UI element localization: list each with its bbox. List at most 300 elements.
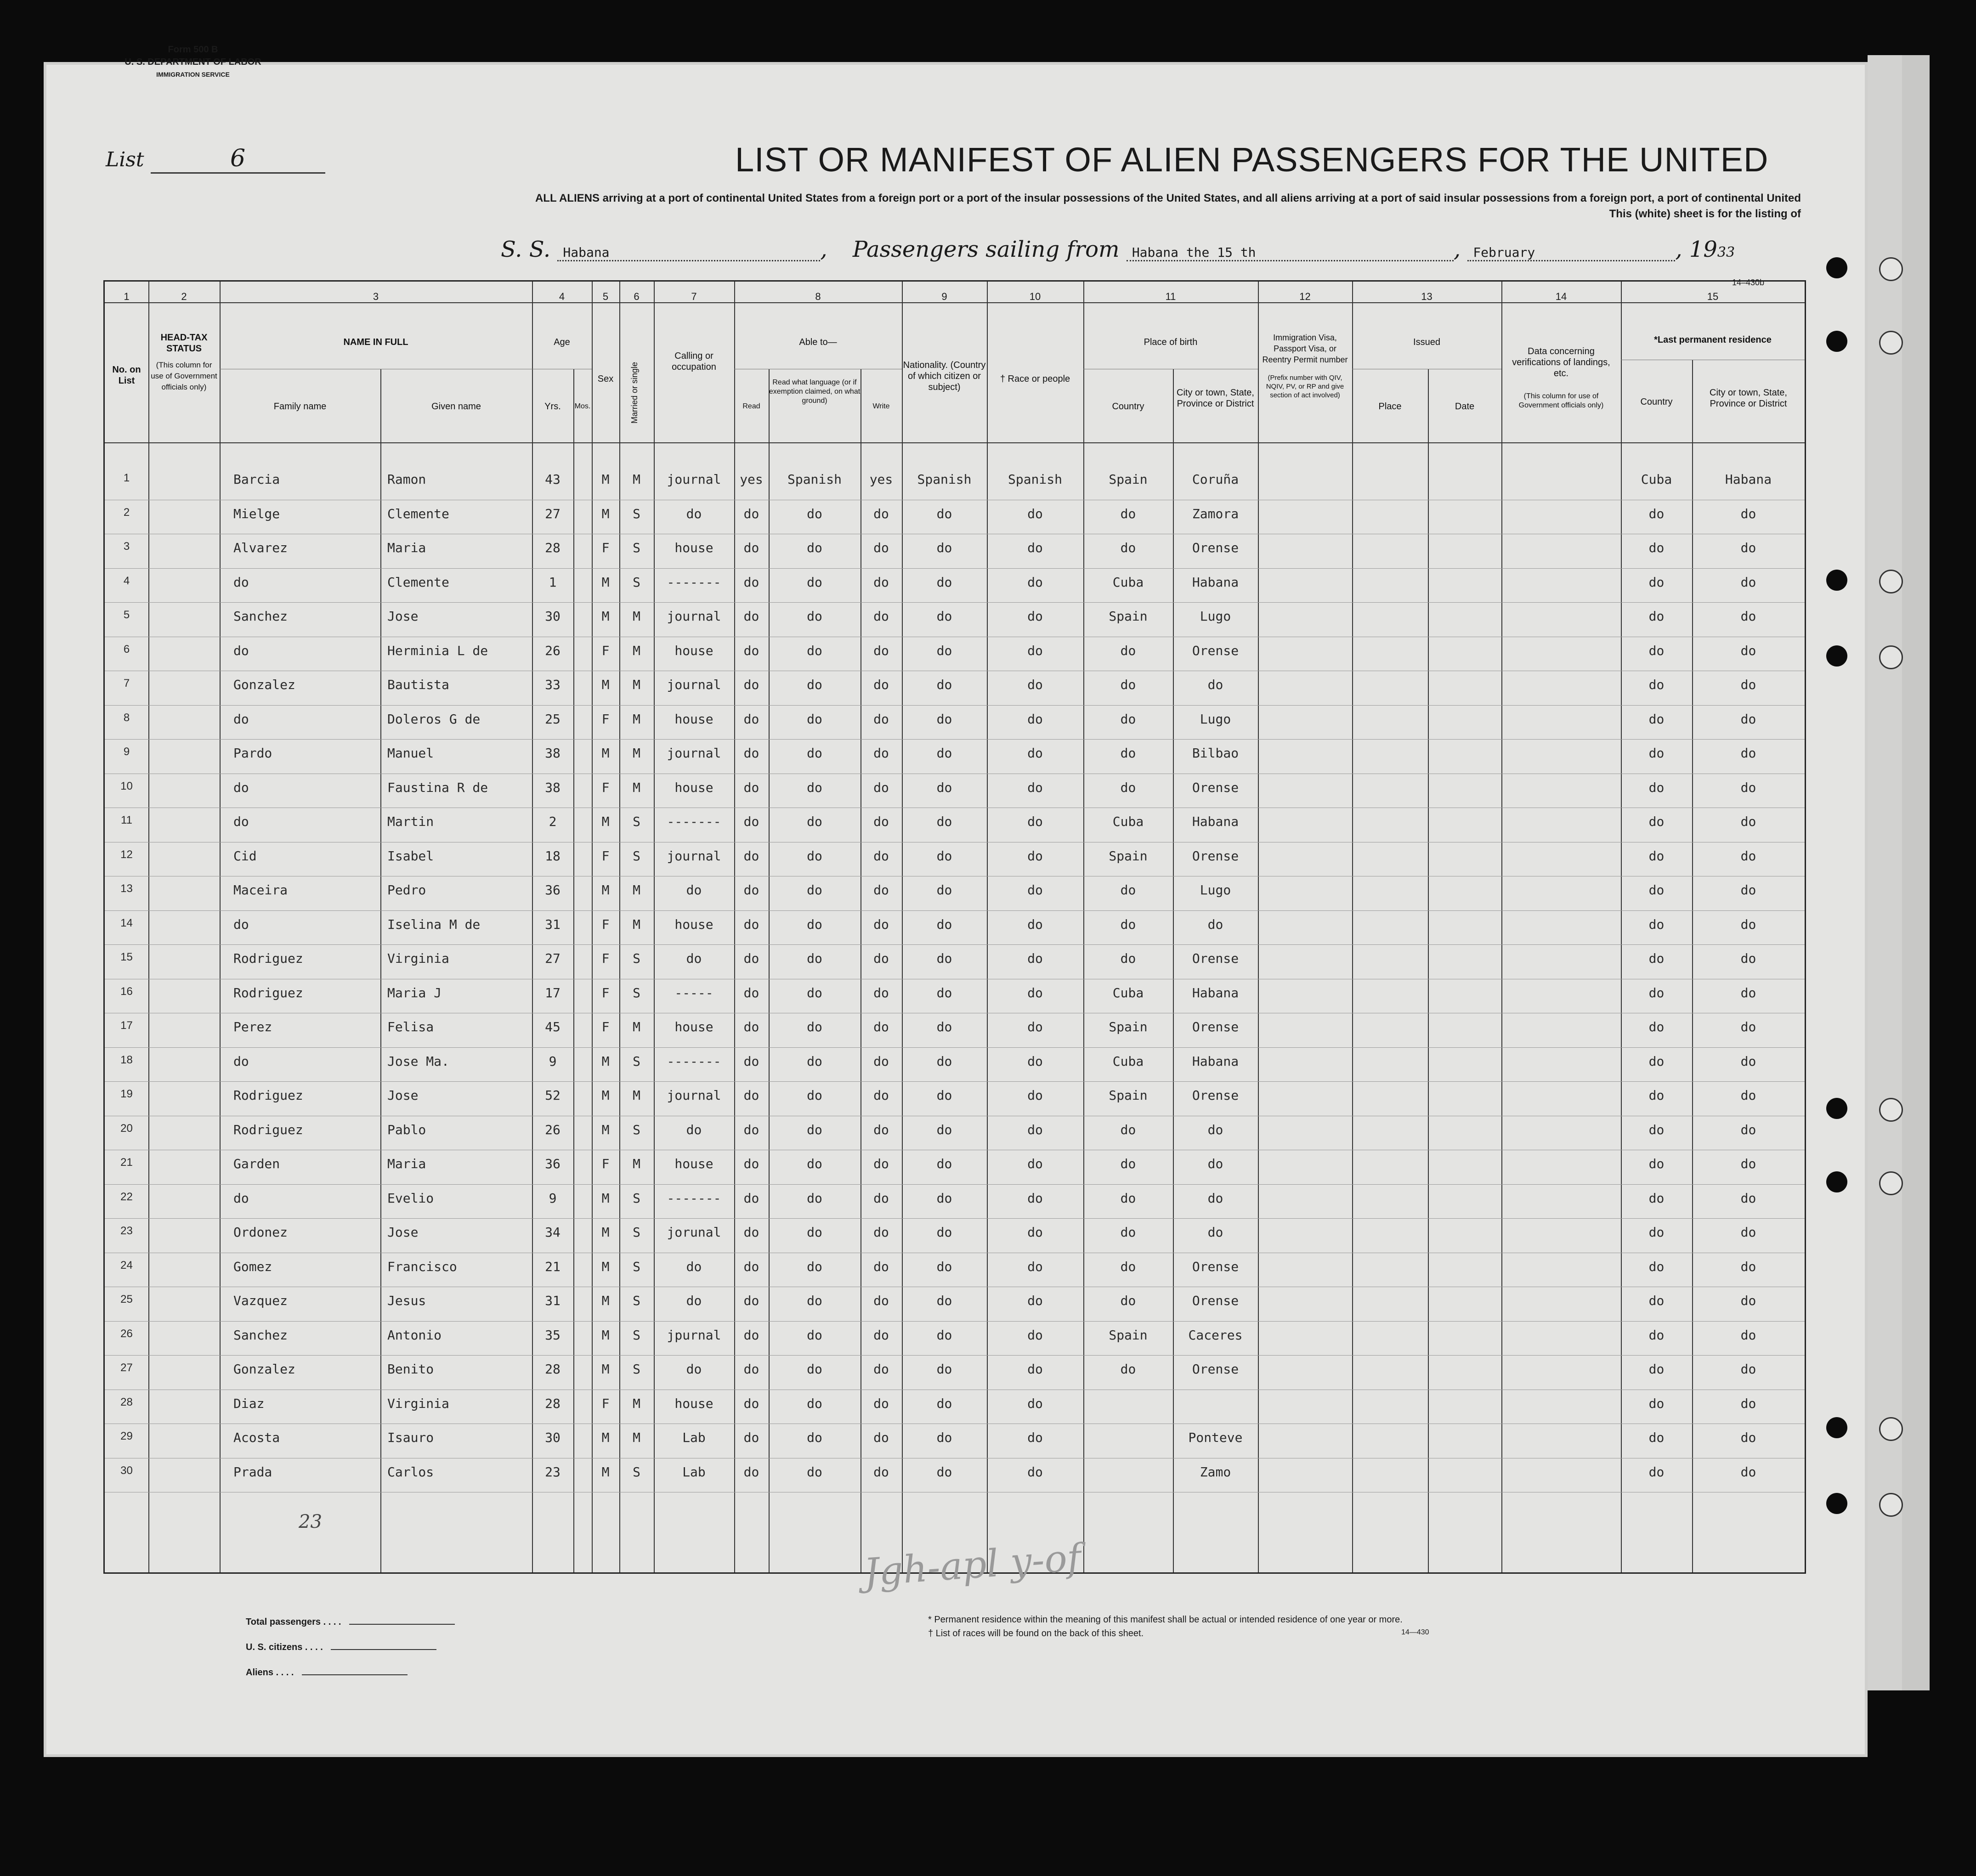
- form-code: 14–430b: [1732, 278, 1765, 287]
- can-write-cell: do: [873, 1156, 889, 1171]
- col-number: 12: [1299, 291, 1311, 302]
- col-number: 10: [1029, 291, 1041, 302]
- ship-name: Habana: [557, 245, 820, 261]
- row-number-cell: 3: [123, 540, 130, 553]
- birth-country-cell: do: [1120, 1156, 1136, 1171]
- given-name-cell: Isabel: [387, 848, 434, 864]
- col-number: 15: [1707, 291, 1719, 302]
- given-name-cell: Francisco: [387, 1259, 457, 1274]
- occupation-cell: house: [674, 1019, 713, 1034]
- residence-country-cell: do: [1648, 951, 1665, 966]
- table-row: [105, 739, 1805, 774]
- nationality-header: Nationality. (Country of which citizen or subject): [903, 360, 986, 392]
- us-citizens-label: U. S. citizens: [246, 1642, 303, 1652]
- marital-status-cell: M: [633, 882, 640, 898]
- sex-header: Sex: [597, 374, 614, 384]
- sex-cell: M: [601, 1464, 610, 1480]
- read-language-cell: do: [807, 643, 822, 658]
- can-read-cell: do: [743, 1156, 759, 1171]
- occupation-cell: journal: [667, 609, 721, 624]
- form-number: Form 500 B: [168, 45, 218, 55]
- table-row: [105, 944, 1805, 979]
- binder-hole: [1826, 570, 1847, 591]
- race-cell: do: [1027, 951, 1043, 966]
- inspector-signature: Jgh-apl y-of: [862, 1536, 1083, 1595]
- residence-city-cell: do: [1740, 882, 1756, 898]
- table-row: [105, 1424, 1805, 1458]
- sex-cell: M: [601, 882, 610, 898]
- family-name-cell: Diaz: [233, 1396, 265, 1411]
- age-years-cell: 26: [545, 643, 561, 658]
- birth-city-cell: Zamo: [1200, 1464, 1231, 1480]
- occupation-cell: journal: [667, 1088, 721, 1103]
- can-write-cell: do: [873, 574, 889, 590]
- occupation-cell: Lab: [682, 1464, 706, 1480]
- margin-note: 23: [299, 1511, 322, 1532]
- subtitle: [395, 191, 1801, 222]
- read-language-cell: do: [807, 1019, 822, 1034]
- occupation-cell: jpurnal: [667, 1327, 721, 1343]
- marital-status-cell: S: [633, 814, 640, 829]
- sex-cell: M: [601, 1362, 610, 1377]
- read-language-cell: do: [807, 506, 822, 521]
- col-number: 14: [1555, 291, 1567, 302]
- residence-city-cell: do: [1740, 574, 1756, 590]
- age-years-cell: 28: [545, 1362, 561, 1377]
- residence-country-cell: do: [1648, 1430, 1665, 1445]
- occupation-cell: house: [674, 643, 713, 658]
- family-name-cell: Rodriguez: [233, 951, 303, 966]
- table-row: [105, 705, 1805, 740]
- residence-city-cell: do: [1740, 1396, 1756, 1411]
- residence-city-cell: do: [1740, 814, 1756, 829]
- row-number-cell: 17: [120, 1019, 133, 1032]
- family-name-cell: Prada: [233, 1464, 272, 1480]
- binder-hole: [1879, 1098, 1903, 1122]
- row-number-cell: 30: [120, 1464, 133, 1477]
- birth-city-cell: Coruña: [1192, 472, 1239, 487]
- table-row: [105, 1116, 1805, 1151]
- can-write-cell: do: [873, 1259, 889, 1274]
- family-name-cell: Gomez: [233, 1259, 272, 1274]
- read-language-cell: do: [807, 609, 822, 624]
- table-row: [105, 910, 1805, 945]
- can-write-cell: do: [873, 951, 889, 966]
- family-name-cell: do: [233, 780, 249, 795]
- race-cell: Spanish: [1008, 472, 1062, 487]
- binder-hole: [1826, 1493, 1847, 1514]
- residence-city-cell: do: [1740, 746, 1756, 761]
- age-years-cell: 52: [545, 1088, 561, 1103]
- sex-cell: F: [601, 1156, 610, 1171]
- residence-country-cell: do: [1648, 916, 1665, 932]
- list-label: List: [106, 148, 144, 171]
- us-citizens: U. S. citizens . . . .: [246, 1642, 436, 1653]
- read-language-cell: do: [807, 1430, 822, 1445]
- row-number-cell: 29: [120, 1430, 133, 1442]
- birth-city-cell: do: [1207, 1156, 1223, 1171]
- given-name-cell: Maria: [387, 1156, 426, 1171]
- sailing-label: Passengers sailing from: [852, 237, 1120, 262]
- race-cell: do: [1027, 1122, 1043, 1137]
- read-language-cell: do: [807, 1259, 822, 1274]
- sex-cell: F: [601, 1019, 610, 1034]
- given-name-header: Given name: [431, 401, 481, 412]
- birth-city-cell: Bilbao: [1192, 746, 1239, 761]
- can-read-cell: do: [743, 574, 759, 590]
- marital-status-cell: S: [633, 848, 640, 864]
- footer-code: 14—430: [1401, 1628, 1429, 1636]
- row-number-cell: 27: [120, 1362, 133, 1374]
- binder-hole: [1826, 1098, 1847, 1119]
- residence-city-cell: do: [1740, 711, 1756, 727]
- read-language-cell: do: [807, 1053, 822, 1069]
- occupation-cell: do: [686, 1362, 702, 1377]
- birth-country-cell: do: [1120, 1225, 1136, 1240]
- occupation-cell: do: [686, 1122, 702, 1137]
- race-cell: do: [1027, 814, 1043, 829]
- sex-cell: M: [601, 609, 610, 624]
- residence-city-cell: do: [1740, 848, 1756, 864]
- race-cell: do: [1027, 1190, 1043, 1206]
- aliens: Aliens . . . .: [246, 1667, 408, 1678]
- marital-status-cell: M: [633, 916, 640, 932]
- calling-header: Calling or occupation: [672, 351, 716, 372]
- birth-city-cell: do: [1207, 916, 1223, 932]
- read-language-cell: do: [807, 1464, 822, 1480]
- family-name-cell: Garden: [233, 1156, 280, 1171]
- nationality-cell: do: [936, 882, 952, 898]
- residence-country-cell: do: [1648, 746, 1665, 761]
- can-write-cell: do: [873, 1430, 889, 1445]
- marital-status-cell: M: [633, 1430, 640, 1445]
- age-years-cell: 33: [545, 677, 561, 692]
- race-cell: do: [1027, 677, 1043, 692]
- landings-note: (This column for use of Government officials only): [1518, 392, 1604, 409]
- age-years-cell: 23: [545, 1464, 561, 1480]
- issued-header: Issued: [1413, 337, 1440, 347]
- residence-country-cell: do: [1648, 780, 1665, 795]
- family-name-cell: do: [233, 1190, 249, 1206]
- residence-city-cell: do: [1740, 1259, 1756, 1274]
- col-number: 13: [1421, 291, 1432, 302]
- birth-country-cell: do: [1120, 951, 1136, 966]
- marital-status-cell: S: [633, 1122, 640, 1137]
- col-number: 6: [634, 291, 640, 302]
- row-number-cell: 9: [123, 746, 130, 758]
- can-write-cell: do: [873, 1464, 889, 1480]
- age-years-cell: 45: [545, 1019, 561, 1034]
- table-row: [105, 1458, 1805, 1493]
- col-number: 4: [559, 291, 565, 302]
- col-number: 2: [181, 291, 187, 302]
- binder-hole: [1826, 1417, 1847, 1438]
- birth-country-cell: Spain: [1109, 609, 1148, 624]
- age-years-cell: 38: [545, 746, 561, 761]
- row-number-cell: 5: [123, 609, 130, 621]
- given-name-cell: Jesus: [387, 1293, 426, 1308]
- read-language-cell: do: [807, 916, 822, 932]
- nationality-cell: do: [936, 574, 952, 590]
- residence-city-cell: Habana: [1725, 472, 1772, 487]
- occupation-cell: do: [686, 1293, 702, 1308]
- table-row: [105, 1390, 1805, 1424]
- race-cell: do: [1027, 540, 1043, 555]
- residence-city-cell: do: [1740, 1225, 1756, 1240]
- race-cell: do: [1027, 711, 1043, 727]
- read-language-cell: do: [807, 1362, 822, 1377]
- occupation-cell: house: [674, 1396, 713, 1411]
- residence-city-cell: do: [1740, 643, 1756, 658]
- age-years-cell: 30: [545, 609, 561, 624]
- row-number-cell: 24: [120, 1259, 133, 1271]
- nationality-cell: do: [936, 814, 952, 829]
- res-city-header: City or town, State, Province or District: [1710, 388, 1787, 409]
- can-read-cell: do: [743, 1293, 759, 1308]
- birth-city-cell: Zamora: [1192, 506, 1239, 521]
- family-name-cell: Pardo: [233, 746, 272, 761]
- sex-cell: F: [601, 711, 610, 727]
- residence-country-cell: do: [1648, 1225, 1665, 1240]
- read-language-cell: do: [807, 746, 822, 761]
- birth-city-cell: Habana: [1192, 574, 1239, 590]
- marital-status-cell: M: [633, 643, 640, 658]
- table-row: [105, 1150, 1805, 1185]
- residence-city-cell: do: [1740, 1088, 1756, 1103]
- read-language-cell: do: [807, 1190, 822, 1206]
- can-read-cell: do: [743, 746, 759, 761]
- read-language-cell: do: [807, 848, 822, 864]
- can-write-cell: do: [873, 1190, 889, 1206]
- can-read-cell: do: [743, 1019, 759, 1034]
- age-years-cell: 26: [545, 1122, 561, 1137]
- can-read-cell: do: [743, 1225, 759, 1240]
- given-name-cell: Doleros G de: [387, 711, 481, 727]
- nationality-cell: do: [936, 506, 952, 521]
- sex-cell: M: [601, 1327, 610, 1343]
- binder-hole: [1879, 570, 1903, 593]
- nationality-cell: do: [936, 780, 952, 795]
- birth-country-cell: Cuba: [1112, 574, 1144, 590]
- subtitle-line-1: ALL ALIENS arriving at a port of continental United States from a foreign port or a port of the insular possessions of the United States, and all aliens arriving at a port of said insular possessions from a foreign port, a port of continental United: [535, 192, 1801, 204]
- age-years-cell: 38: [545, 780, 561, 795]
- given-name-cell: Jose Ma.: [387, 1053, 449, 1069]
- binder-hole: [1826, 645, 1847, 667]
- given-name-cell: Faustina R de: [387, 780, 488, 795]
- row-number-cell: 16: [120, 985, 133, 998]
- race-header: † Race or people: [1000, 374, 1070, 384]
- family-name-cell: Rodriguez: [233, 1088, 303, 1103]
- port-of-departure: Habana the 15 th: [1127, 245, 1454, 261]
- table-row: [105, 1355, 1805, 1390]
- marital-status-cell: S: [633, 1464, 640, 1480]
- year-label: 19: [1689, 237, 1717, 262]
- table-row: [105, 1321, 1805, 1356]
- family-name-cell: Sanchez: [233, 1327, 288, 1343]
- col-number: 11: [1165, 291, 1176, 302]
- can-write-cell: do: [873, 1293, 889, 1308]
- read-language-cell: do: [807, 951, 822, 966]
- given-name-cell: Antonio: [387, 1327, 442, 1343]
- sex-cell: M: [601, 1430, 610, 1445]
- residence-city-cell: do: [1740, 1122, 1756, 1137]
- race-cell: do: [1027, 848, 1043, 864]
- read-language-cell: do: [807, 677, 822, 692]
- marital-status-cell: S: [633, 506, 640, 521]
- row-number-cell: 26: [120, 1327, 133, 1340]
- birth-city-cell: Lugo: [1200, 882, 1231, 898]
- nationality-cell: do: [936, 1293, 952, 1308]
- residence-city-cell: do: [1740, 1019, 1756, 1034]
- birth-city-cell: Orense: [1192, 1088, 1239, 1103]
- occupation-cell: -------: [667, 1053, 721, 1069]
- binder-hole: [1879, 331, 1903, 355]
- residence-city-cell: do: [1740, 540, 1756, 555]
- age-years-cell: 28: [545, 1396, 561, 1411]
- given-name-cell: Pedro: [387, 882, 426, 898]
- race-cell: do: [1027, 1088, 1043, 1103]
- no-on-list-header: No. on List: [112, 365, 141, 386]
- marital-status-cell: M: [633, 472, 640, 487]
- birth-country-cell: Cuba: [1112, 1053, 1144, 1069]
- birth-country-cell: Cuba: [1112, 814, 1144, 829]
- visa-note: (Prefix number with QIV, NQIV, PV, or RP and give section of act involved): [1266, 374, 1344, 399]
- can-write-cell: do: [873, 677, 889, 692]
- birth-country-cell: do: [1120, 506, 1136, 521]
- read-language-cell: do: [807, 1225, 822, 1240]
- family-name-cell: Alvarez: [233, 540, 288, 555]
- marital-status-cell: S: [633, 951, 640, 966]
- family-name-cell: do: [233, 1053, 249, 1069]
- age-header: Age: [554, 337, 570, 347]
- given-name-cell: Jose: [387, 609, 419, 624]
- binder-hole: [1826, 257, 1847, 278]
- given-name-cell: Ramon: [387, 472, 426, 487]
- given-name-cell: Carlos: [387, 1464, 434, 1480]
- binder-hole: [1879, 1417, 1903, 1441]
- age-years-cell: 25: [545, 711, 561, 727]
- footnote-races: † List of races will be found on the back of this sheet.: [928, 1628, 1144, 1639]
- can-read-cell: do: [743, 1327, 759, 1343]
- occupation-cell: house: [674, 780, 713, 795]
- birth-city-header: City or town, State, Province or District: [1177, 388, 1254, 409]
- family-name-cell: do: [233, 643, 249, 658]
- binder-hole: [1879, 257, 1903, 281]
- head-tax-header: HEAD-TAX STATUS: [160, 333, 208, 354]
- residence-country-cell: do: [1648, 1019, 1665, 1034]
- nationality-cell: do: [936, 951, 952, 966]
- nationality-cell: do: [936, 1430, 952, 1445]
- aliens-label: Aliens: [246, 1667, 274, 1678]
- footnote-residence: * Permanent residence within the meaning of this manifest shall be actual or intended residence of one year or more.: [928, 1615, 1403, 1625]
- read-language-cell: do: [807, 540, 822, 555]
- birth-country-cell: Spain: [1109, 1019, 1148, 1034]
- can-read-cell: do: [743, 677, 759, 692]
- can-write-cell: do: [873, 1362, 889, 1377]
- age-years-cell: 43: [545, 472, 561, 487]
- given-name-cell: Felisa: [387, 1019, 434, 1034]
- nationality-cell: do: [936, 1088, 952, 1103]
- year-digits: 33: [1717, 244, 1735, 260]
- occupation-cell: -------: [667, 814, 721, 829]
- residence-country-cell: do: [1648, 1190, 1665, 1206]
- col-number: 5: [602, 291, 609, 302]
- age-years-cell: 9: [549, 1053, 557, 1069]
- given-name-cell: Clemente: [387, 574, 449, 590]
- birth-country-cell: Spain: [1109, 1327, 1148, 1343]
- nationality-cell: do: [936, 1190, 952, 1206]
- table-row: [105, 979, 1805, 1014]
- binder-hole: [1879, 1493, 1903, 1517]
- col-number: 3: [373, 291, 379, 302]
- race-cell: do: [1027, 1396, 1043, 1411]
- can-read-cell: do: [743, 1190, 759, 1206]
- landings-header: Data concerning verifications of landings, etc.: [1512, 346, 1610, 379]
- given-name-cell: Virginia: [387, 951, 449, 966]
- age-years-cell: 36: [545, 1156, 561, 1171]
- sex-cell: F: [601, 540, 610, 555]
- row-number-cell: 1: [123, 472, 130, 484]
- race-cell: do: [1027, 1464, 1043, 1480]
- marital-status-cell: S: [633, 1327, 640, 1343]
- can-read-cell: do: [743, 506, 759, 521]
- birth-country-cell: do: [1120, 882, 1136, 898]
- birth-country-cell: do: [1120, 643, 1136, 658]
- family-name-cell: do: [233, 814, 249, 829]
- age-years-cell: 17: [545, 985, 561, 1000]
- col-number: 7: [691, 291, 697, 302]
- read-language-cell: do: [807, 780, 822, 795]
- table-row: [105, 1253, 1805, 1288]
- total-passengers: Total passengers . . . .: [246, 1617, 455, 1627]
- birth-city-cell: Orense: [1192, 1293, 1239, 1308]
- birth-country-cell: do: [1120, 1293, 1136, 1308]
- voyage-line: S. S. Habana , Passengers sailing from Habana the 15 th , February , 1933: [501, 237, 1735, 262]
- can-read-cell: do: [743, 848, 759, 864]
- can-read-cell: do: [743, 1088, 759, 1103]
- marital-status-cell: M: [633, 609, 640, 624]
- birth-country-cell: do: [1120, 746, 1136, 761]
- marital-status-cell: S: [633, 1362, 640, 1377]
- read-language-cell: do: [807, 1156, 822, 1171]
- residence-city-cell: do: [1740, 506, 1756, 521]
- can-write-cell: do: [873, 1122, 889, 1137]
- list-number-value: 6: [151, 145, 325, 174]
- marital-status-cell: M: [633, 1396, 640, 1411]
- nationality-cell: do: [936, 916, 952, 932]
- birth-country-cell: do: [1120, 1362, 1136, 1377]
- race-cell: do: [1027, 1327, 1043, 1343]
- residence-country-cell: do: [1648, 985, 1665, 1000]
- sex-cell: M: [601, 574, 610, 590]
- family-name-cell: Gonzalez: [233, 1362, 295, 1377]
- nationality-cell: Spanish: [917, 472, 972, 487]
- birth-city-cell: Orense: [1192, 643, 1239, 658]
- row-number-cell: 8: [123, 711, 130, 724]
- binder-hole: [1826, 331, 1847, 352]
- residence-country-cell: do: [1648, 574, 1665, 590]
- birth-country-cell: do: [1120, 711, 1136, 727]
- sex-cell: F: [601, 780, 610, 795]
- can-read-cell: do: [743, 985, 759, 1000]
- can-read-cell: do: [743, 780, 759, 795]
- given-name-cell: Benito: [387, 1362, 434, 1377]
- residence-country-cell: do: [1648, 1396, 1665, 1411]
- race-cell: do: [1027, 574, 1043, 590]
- read-language-cell: do: [807, 1122, 822, 1137]
- race-cell: do: [1027, 746, 1043, 761]
- read-language-cell: do: [807, 711, 822, 727]
